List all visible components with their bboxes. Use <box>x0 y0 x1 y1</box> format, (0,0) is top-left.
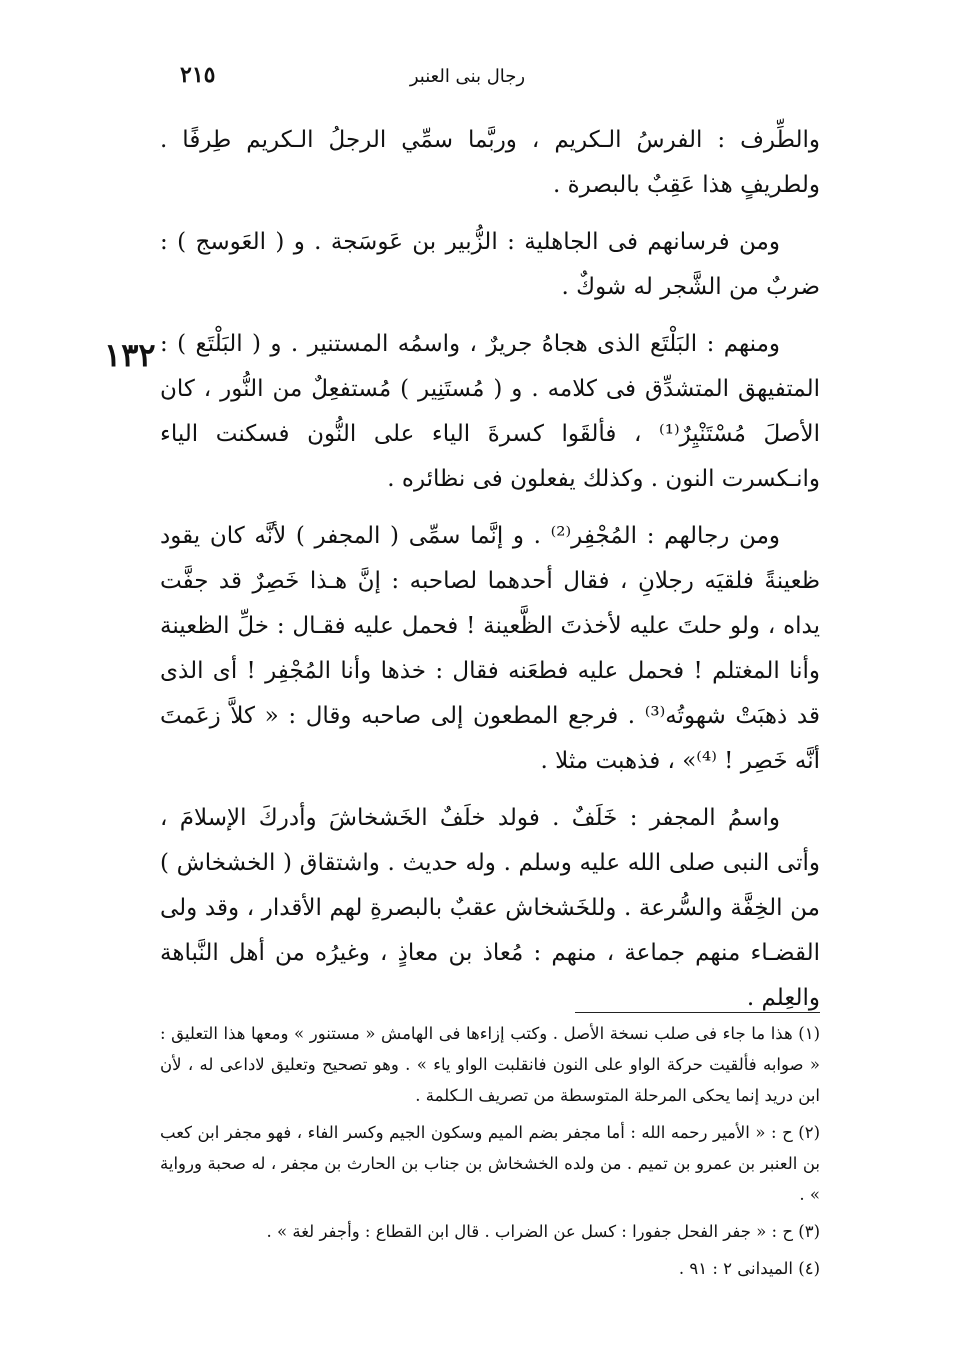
footnote-separator <box>575 1012 820 1013</box>
paragraph: ومنهم : البَلْتَع الذى هجاهُ جريرٌ ، واسمُه المستنير . و ( البَلْتَع ) : المتفيهق المتشدِّق فى كلامه . و ( مُستَنِير ) مُستفعِلٌ من النُّور ، كان الأصلَ مُسْتَنْيِرٌ⁽¹⁾ ، فألقَوا كسرةَ الياء على النُّون فسكنت الياء وانـكسرت النون . وكذلك يفعلون فى نظائره . <box>160 331 820 492</box>
page-number: ٢١٥ <box>180 62 216 88</box>
paragraph: واسمُ المجفر : خَلَفٌ . فولد خلَفٌ الخَشخاشَ وأدركَ الإسلامَ ، وأتى النبى صلى الله عليه وسلم . وله حديث . واشتقاق ( الخشخاش ) من الخِفَّة والسُّرعة . وللخَشخاش عقبٌ بالبصرةِ لهم الأقدار ، وقد ولى القضـاء منهم جماعة ، منهم : مُعاذ بن معاذٍ ، وغيرُه من أهل النَّباهة والعِلم . <box>160 805 820 1011</box>
main-text <box>160 118 820 1033</box>
footnote: (٤) الميدانى ٢ : ٩١ . <box>678 1259 820 1278</box>
footnote: (٢) ح : « الأمير رحمه الله : أما مجفر بضم الميم وسكون الجيم وكسر الفاء ، فهو مجفر ابن كعب بن العنبر بن عمرو بن تميم . من ولده الخشخاش بن جناب بن الحارث بن مجفر ، له صحبة ورواية » . <box>160 1123 820 1204</box>
footnote: (٣) ح : « جفر الفحل جفورا : كسل عن الضراب . قال ابن القطاع : وأجفر لغة » . <box>266 1222 820 1241</box>
running-title: رجال بنى العنبر <box>409 66 526 87</box>
paragraph: والطِّرف : الفرسُ الـكريم ، وربَّما سمِّي الرجلُ الـكريم طِرفًا . ولطريفٍ هذا عَقِبٌ بالبصرة . <box>160 127 820 198</box>
paragraph: ومن رجالهم : المُجْفِر⁽²⁾ . و إنَّما سمِّى ( المجفر ) لأنَّه كان يقود ظعينةً فلقيَه رجلانِ ، فقال أحدهما لصاحبه : إنَّ هـذا خَصِرٌ قد جفَّت يداه ، ولو حلتَ عليه لأخذتَ الظَّعينة ! فحمل عليه فقـال : خلِّ الظعينة وأنا المغتلم ! فحمل عليه فطعَنه فقال : خذها وأنا المُجْفِر ! أى الذى قد ذهبَتْ شهوتُه⁽³⁾ . فرجع المطعون إلى صاحبه وقال : « كلاَّ زعَمتَ أنَّه خَصِر ! ⁽⁴⁾» ، فذهبت مثلا . <box>160 523 820 774</box>
footnotes <box>160 1018 820 1290</box>
margin-entry-number: ١٣٢ <box>104 336 156 374</box>
page-header <box>180 62 755 102</box>
footnote: (١) هذا ما جاء فى صلب نسخة الأصل . وكتب إزاءها فى الهامش « مستنور » ومعها هذا التعليق : « صوابه فألقيت حركة الواو على النون فانقلبت الواو ياء » . وهو تصحيح وتعليق لاداعى له ، لأن ابن دريد إنما يحكى المرحلة المتوسطة من تصريف الـكلمة . <box>160 1024 820 1105</box>
paragraph: ومن فرسانهم فى الجاهلية : الزُّبير بن عَوسَجة . و ( العَوسج ) : ضربٌ من الشَّجر له شوكٌ . <box>160 229 820 300</box>
